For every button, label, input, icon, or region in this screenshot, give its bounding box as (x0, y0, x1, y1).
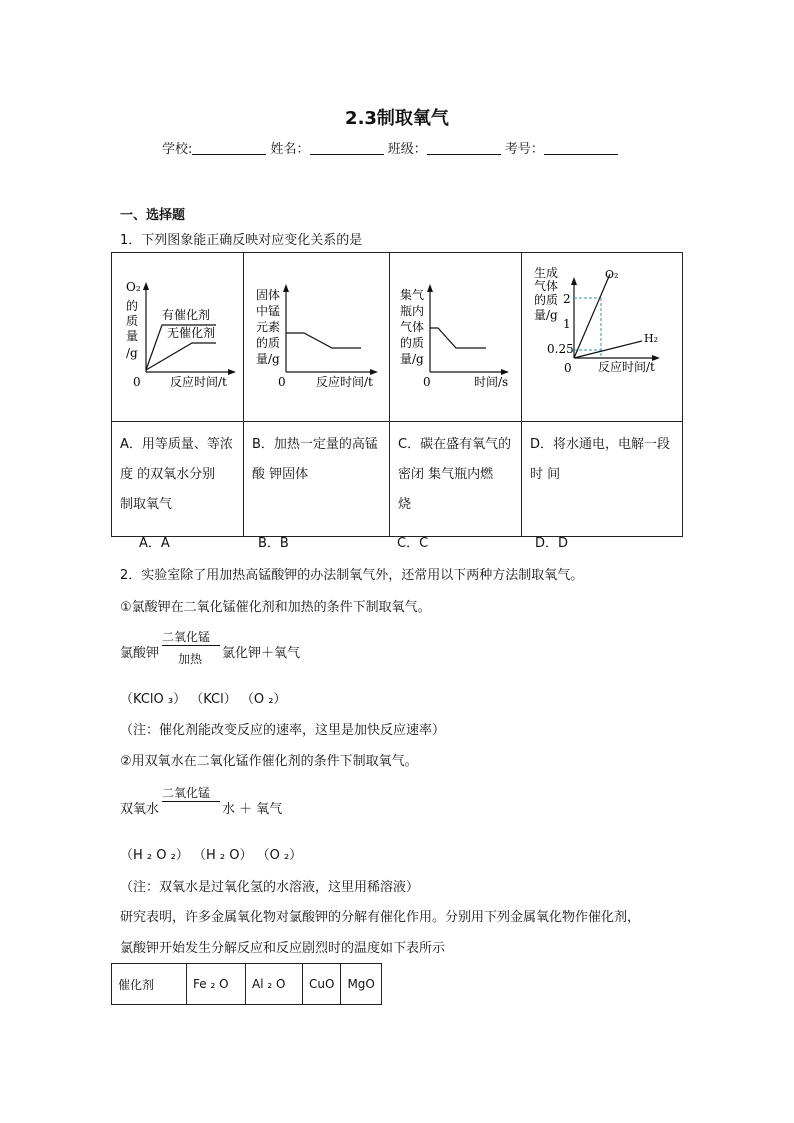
q1-stem: 1．下列图象能正确反映对应变化关系的是 (120, 233, 363, 248)
graph-d-tick-025: 0.25 (547, 342, 574, 356)
graph-a-line-no-catalyst (146, 343, 216, 370)
graph-b-cell (244, 253, 390, 422)
graph-b-ylabel-1: 固体 (256, 288, 281, 302)
exam-no-label: 考号： (504, 142, 544, 157)
graph-b-ylabel-5: 量/g (256, 352, 280, 366)
eq2-reactant: 双氧水 (120, 802, 160, 817)
graph-c-y-arrow (427, 284, 433, 292)
graph-c-ylabel-5: 量/g (400, 352, 424, 366)
graph-a-origin: 0 (133, 375, 141, 389)
option-b-cell (244, 422, 390, 537)
option-a-cell (112, 422, 244, 537)
note-2: （注：双氧水是过氧化氢的水溶液，这里用稀溶液） (120, 880, 420, 895)
graph-c-ylabel-2: 瓶内 (400, 304, 425, 318)
school-blank (192, 142, 266, 155)
graph-c-cell (390, 253, 522, 422)
graph-b-ylabel-3: 元素 (256, 320, 281, 334)
graph-d-ylabel-4: 量/g (534, 308, 558, 322)
catalyst-table-row (112, 964, 382, 1005)
catalyst-mgo: MgO (341, 964, 381, 1005)
choice-b[interactable]: B．B (258, 536, 289, 551)
graph-d-tick-2: 2 (563, 292, 571, 306)
eq1-condition-top: 二氧化锰 (162, 630, 211, 644)
student-info-line (162, 138, 618, 157)
graph-a-cell (112, 253, 244, 422)
option-d-line-2: 时 间 (530, 467, 561, 482)
option-a-line-3: 制取氧气 (120, 497, 173, 512)
option-b-line-1: B．加热一定量的高锰 (252, 437, 378, 452)
graph-a (112, 253, 243, 417)
graph-d-line-o2 (574, 274, 610, 358)
exam-no-blank (544, 142, 618, 155)
choice-d[interactable]: D．D (535, 536, 569, 551)
option-c-line-1: C．碳在盛有氧气的 (398, 437, 512, 452)
graph-a-y-arrow (143, 282, 149, 290)
eq1-reactant: 氯酸钾 (120, 646, 160, 661)
graph-b-origin: 0 (278, 375, 286, 389)
graph-a-ylabel-3: 质 (126, 314, 139, 328)
section-heading: 一、选择题 (120, 208, 186, 223)
graph-c (390, 253, 521, 417)
q2-stem: 2．实验室除了用加热高锰酸钾的办法制氧气外，还常用以下两种方法制取氧气。 (120, 568, 584, 583)
note-1: （注：催化剂能改变反应的速率，这里是加快反应速率） (120, 723, 446, 738)
option-b-line-2: 酸 钾固体 (252, 467, 309, 482)
graph-b-xlabel: 反应时间/t (316, 375, 373, 389)
eq1-condition-bottom: 加热 (178, 652, 203, 666)
catalyst-table (111, 963, 382, 1005)
graph-c-origin: 0 (423, 375, 431, 389)
graph-d-ylabel-3: 的质 (534, 293, 559, 307)
graph-a-ylabel-2: 的 (126, 299, 139, 313)
graph-d-ylabel-1: 生成 (534, 266, 559, 280)
catalyst-fe2o: Fe ₂ O (187, 964, 246, 1005)
name-label: 姓名： (270, 142, 310, 157)
graph-d-tick-1: 1 (563, 317, 571, 331)
graph-b-ylabel-2: 中锰 (256, 304, 281, 318)
class-label: 班级： (387, 142, 427, 157)
graph-d-xlabel: 反应时间/t (598, 360, 655, 374)
equation-2 (120, 784, 420, 818)
graph-a-ylabel-1: O₂ (126, 280, 141, 294)
research-paragraph-2: 氯酸钾开始发生分解反应和反应剧烈时的温度如下表所示 (120, 941, 446, 956)
graph-a-xlabel: 反应时间/t (170, 375, 227, 389)
graph-c-line (430, 328, 486, 348)
option-d-cell (522, 422, 683, 537)
graph-a-label-catalyst: 有催化剂 (162, 308, 211, 322)
graph-c-xlabel: 时间/s (474, 375, 509, 389)
eq1-products: 氯化钾＋氧气 (222, 646, 301, 661)
research-paragraph-1: 研究表明，许多金属氧化物对氯酸钾的分解有催化作用。分别用下列金属氧化物作催化剂， (120, 910, 641, 925)
graph-b-y-arrow (283, 284, 289, 292)
school-label: 学校: (162, 142, 193, 157)
graph-b-ylabel-4: 的质 (256, 336, 281, 350)
catalyst-cuo: CuO (303, 964, 341, 1005)
option-c-line-3: 烧 (398, 497, 412, 512)
graph-c-ylabel-3: 气体 (400, 320, 425, 334)
graph-d (522, 253, 682, 417)
option-a-line-1: A．用等质量、等浓 (120, 437, 233, 452)
catalyst-al2o: Al ₂ O (246, 964, 303, 1005)
page-title: 2.3制取氧气 (345, 108, 449, 129)
option-d-line-1: D．将水通电，电解一段 (530, 437, 671, 452)
eq2-condition-top: 二氧化锰 (162, 786, 211, 800)
graph-d-label-o2: O₂ (605, 268, 619, 281)
equation-1 (120, 628, 420, 672)
class-blank (427, 142, 501, 155)
formula-line-2: （H ₂ O ₂） （H ₂ O） （O ₂） (120, 848, 303, 863)
graph-a-x-arrow (228, 369, 236, 375)
option-c-line-2: 密闭 集气瓶内燃 (398, 467, 494, 482)
graph-a-ylabel-4: 量 (126, 329, 139, 343)
option-c-cell (390, 422, 522, 537)
graph-d-origin: 0 (564, 361, 572, 375)
graph-b-line (286, 333, 361, 348)
q2-method-2: ②用双氧水在二氧化锰作催化剂的条件下制取氧气。 (120, 754, 418, 769)
q1-table (111, 252, 683, 537)
graph-d-label-h2: H₂ (644, 332, 659, 345)
eq2-arrow-line (162, 801, 220, 802)
graph-c-ylabel-4: 的质 (400, 336, 425, 350)
formula-line-1: （KClO ₃） （KCl） （O ₂） (120, 692, 287, 707)
catalyst-header: 催化剂 (112, 964, 187, 1005)
graph-a-label-no-catalyst: 无催化剂 (167, 326, 216, 340)
eq2-products: 水 ＋ 氧气 (222, 802, 283, 817)
choice-c[interactable]: C．C (397, 536, 429, 551)
graph-b (244, 253, 389, 417)
eq1-arrow-line (162, 645, 220, 646)
graph-d-cell (522, 253, 683, 422)
choice-a[interactable]: A．A (139, 536, 170, 551)
name-blank (310, 142, 384, 155)
q2-method-1: ①氯酸钾在二氧化锰催化剂和加热的条件下制取氧气。 (120, 600, 431, 615)
graph-d-y-arrow (571, 277, 577, 285)
option-a-line-2: 度 的双氧水分别 (120, 467, 216, 482)
graph-d-ylabel-2: 气体 (534, 279, 559, 293)
graph-a-ylabel-5: /g (126, 346, 138, 360)
graph-c-ylabel-1: 集气 (400, 288, 425, 302)
